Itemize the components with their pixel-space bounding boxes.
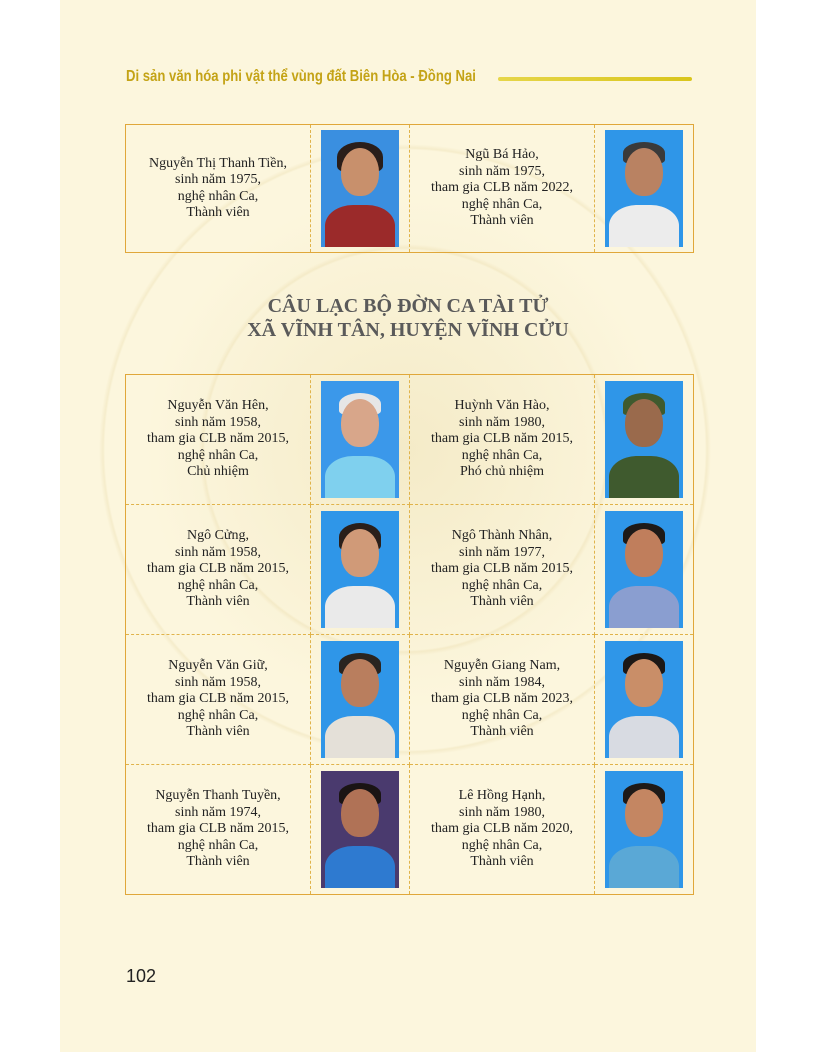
member-position: Chủ nhiệm (187, 464, 249, 480)
member-info (410, 635, 595, 765)
member-join-year: tham gia CLB năm 2022, (431, 180, 573, 196)
member-photo-cell (595, 125, 694, 253)
member-position: Thành viên (186, 854, 250, 870)
member-name: Nguyễn Thị Thanh Tiền, (149, 155, 287, 171)
member-role: nghệ nhân Ca, (177, 447, 259, 463)
member-name: Ngô Cửng, (186, 528, 250, 544)
member-photo (605, 641, 683, 758)
member-role: nghệ nhân Ca, (177, 577, 259, 593)
member-birth-year: sinh năm 1958, (175, 544, 261, 560)
member-birth-year: sinh năm 1977, (459, 544, 545, 560)
member-info (410, 765, 595, 895)
member-info (126, 125, 311, 253)
page-number: 102 (126, 966, 157, 986)
table-row (126, 375, 694, 505)
member-photo (605, 130, 683, 247)
member-name: Ngũ Bá Hảo, (465, 147, 539, 163)
member-photo (321, 130, 399, 247)
member-photo-cell (311, 635, 410, 765)
members-table-top (125, 124, 694, 253)
member-photo (605, 511, 683, 628)
member-info (126, 375, 311, 505)
member-name: Lê Hồng Hạnh, (458, 788, 546, 804)
running-header-title: Di sản văn hóa phi vật thể vùng đất Biên Hòa - Đồng Nai (126, 68, 476, 85)
member-photo (605, 381, 683, 498)
member-position: Thành viên (470, 594, 534, 610)
member-join-year: tham gia CLB năm 2020, (431, 821, 573, 837)
table-row (126, 635, 694, 765)
member-birth-year: sinh năm 1984, (459, 674, 545, 690)
member-birth-year: sinh năm 1958, (175, 414, 261, 430)
member-role: nghệ nhân Ca, (461, 837, 543, 853)
member-position: Phó chủ nhiệm (460, 464, 544, 480)
member-position: Thành viên (470, 213, 534, 229)
member-birth-year: sinh năm 1980, (459, 804, 545, 820)
member-join-year: tham gia CLB năm 2015, (147, 821, 289, 837)
member-info (410, 505, 595, 635)
member-photo (605, 771, 683, 888)
member-position: Thành viên (186, 724, 250, 740)
member-name: Nguyễn Văn Giữ, (168, 658, 268, 674)
member-join-year: tham gia CLB năm 2015, (147, 691, 289, 707)
member-photo-cell (595, 765, 694, 895)
member-info (410, 375, 595, 505)
member-birth-year: sinh năm 1958, (175, 674, 261, 690)
member-role: nghệ nhân Ca, (461, 577, 543, 593)
member-join-year: tham gia CLB năm 2015, (147, 431, 289, 447)
member-birth-year: sinh năm 1980, (459, 414, 545, 430)
member-photo-cell (311, 375, 410, 505)
table-row (126, 505, 694, 635)
member-photo-cell (311, 765, 410, 895)
member-position: Thành viên (186, 594, 250, 610)
member-position: Thành viên (186, 205, 250, 220)
member-name: Nguyễn Thanh Tuyền, (155, 788, 281, 804)
member-info (126, 505, 311, 635)
member-birth-year: sinh năm 1975, (459, 163, 545, 179)
member-name: Ngô Thành Nhân, (451, 528, 553, 544)
table-row (126, 765, 694, 895)
member-photo-cell (595, 635, 694, 765)
member-info (126, 635, 311, 765)
member-position: Thành viên (470, 854, 534, 870)
section-title-line1: CÂU LẠC BỘ ĐỜN CA TÀI TỬ (267, 295, 549, 317)
member-name: Huỳnh Văn Hào, (454, 398, 550, 414)
section-title-line2: XÃ VĨNH TÂN, HUYỆN VĨNH CỬU (247, 319, 569, 341)
member-info (410, 125, 595, 253)
member-role: nghệ nhân Ca, (461, 707, 543, 723)
member-role: nghệ nhân Ca, (461, 196, 543, 212)
member-birth-year: sinh năm 1974, (175, 804, 261, 820)
member-role: nghệ nhân Ca, (461, 447, 543, 463)
member-join-year: tham gia CLB năm 2015, (431, 561, 573, 577)
member-role: nghệ nhân Ca, (177, 188, 259, 204)
member-name: Nguyễn Văn Hên, (167, 398, 269, 414)
member-photo-cell (595, 505, 694, 635)
member-name: Nguyễn Giang Nam, (443, 658, 561, 674)
member-photo (321, 641, 399, 758)
member-join-year: tham gia CLB năm 2015, (431, 431, 573, 447)
member-position: Thành viên (470, 724, 534, 740)
member-photo (321, 381, 399, 498)
header-rule (498, 77, 692, 81)
table-row (126, 125, 694, 253)
member-birth-year: sinh năm 1975, (175, 172, 261, 187)
members-table-main (125, 374, 694, 895)
member-photo (321, 771, 399, 888)
member-photo (321, 511, 399, 628)
member-role: nghệ nhân Ca, (177, 707, 259, 723)
member-photo-cell (595, 375, 694, 505)
member-photo-cell (311, 125, 410, 253)
member-info (126, 765, 311, 895)
member-role: nghệ nhân Ca, (177, 837, 259, 853)
member-join-year: tham gia CLB năm 2023, (431, 691, 573, 707)
member-join-year: tham gia CLB năm 2015, (147, 561, 289, 577)
member-photo-cell (311, 505, 410, 635)
